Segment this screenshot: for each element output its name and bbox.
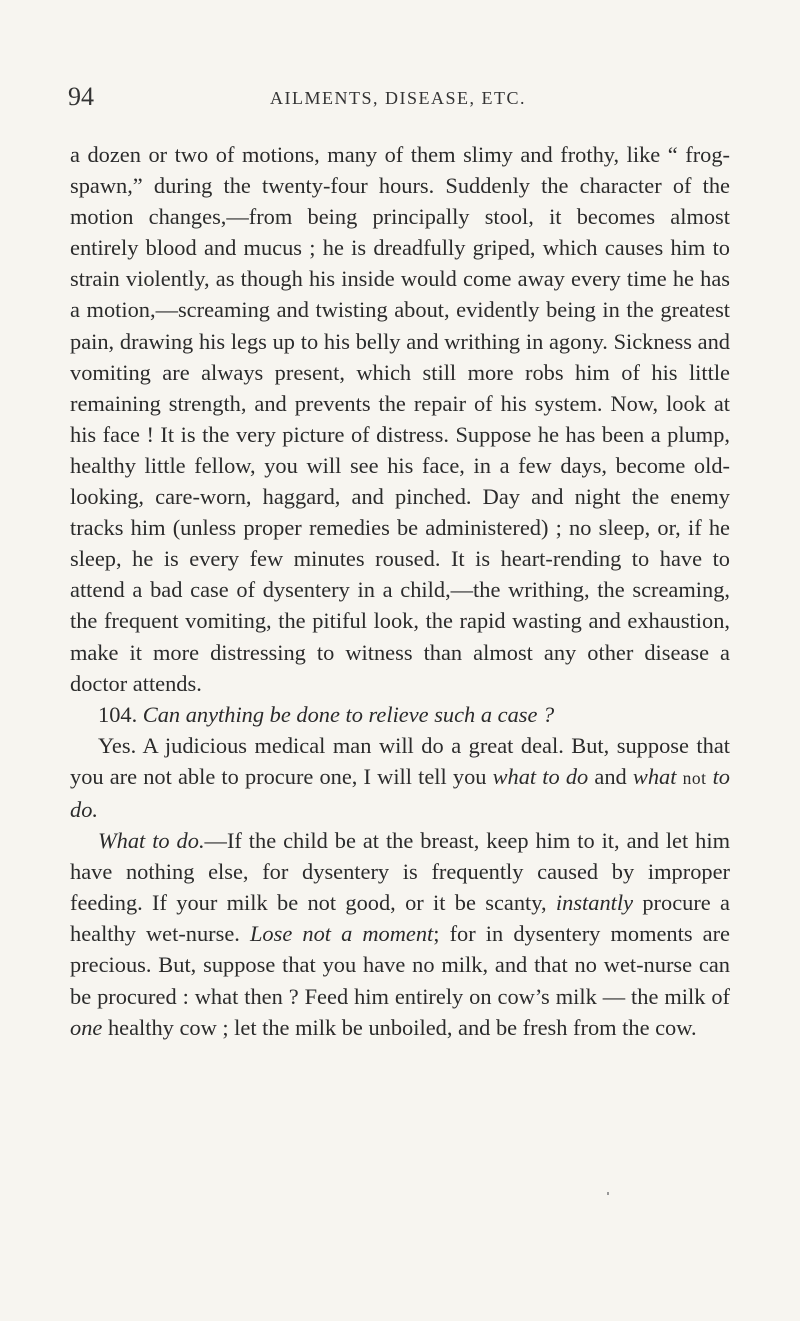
question-text: Can anything be done to relieve such a case ? <box>142 701 555 727</box>
what-to-do-paragraph <box>70 825 730 1043</box>
emphasis-to-do: to do. <box>70 763 730 822</box>
emphasis-lose-not-a-moment: Lose not a moment <box>249 921 434 947</box>
paragraph-dysentery-description: a dozen or two of motions, many of them slimy and frothy, like “ frog-spawn,” during the twenty-four hours. Suddenly the character of the motion changes,—from being principally stool, it becomes almost entirely blood and mucus ; he is dreadfully griped, which causes him to strain violently, as though his inside would come away every time he has a motion,—screaming and twisting about, evidently being in the greatest pain, drawing his legs up to his belly and writhing in agony. Sickness and vomiting are always present, which still more robs him of his little remaining strength, and prevents the repair of his system. Now, look at his face ! It is the very picture of distress. Suppose he has been a plump, healthy little fellow, you will see his face, in a few days, become old-looking, care-worn, haggard, and pinched. Day and night the enemy tracks him (unless proper remedies be administered) ; no sleep, or, if he sleep, he is every few minutes roused. It is heart-rending to have to attend a bad case of dysentery in a child,—the writhing, the screaming, the frequent vomiting, the pitiful look, the rapid wasting and exhaustion, make it more distressing to witness than almost any other disease a doctor attends. <box>70 142 730 696</box>
answer-text: Yes. A judicious medical man will do a great deal. But, suppose that you are not able to procure one, I will tell you <box>70 732 730 789</box>
emphasis-instantly: instantly <box>555 890 634 916</box>
emphasis-what-to-do: what to do <box>492 763 589 789</box>
page-header <box>68 82 728 112</box>
what-to-do-text-c: ; for in dysentery moments are precious. But, suppose that you have no milk, and that no wet-nurse can be procured : what then ? Feed him entirely on cow’s milk — the milk of <box>70 921 730 1009</box>
running-head: AILMENTS, DISEASE, ETC. <box>270 88 526 108</box>
question-number: 104. <box>98 701 138 727</box>
body-text <box>70 139 730 1043</box>
what-to-do-label: What to do. <box>98 828 205 854</box>
emphasis-one: one <box>70 1014 103 1040</box>
page-number: 94 <box>68 82 94 111</box>
answer-and: and <box>588 763 633 789</box>
what-to-do-text-d: healthy cow ; let the milk be unboiled, and be fresh from the cow. <box>102 1014 697 1040</box>
emphasis-not: not <box>682 767 707 788</box>
answer-paragraph <box>70 730 730 825</box>
emphasis-what: what <box>632 763 677 789</box>
question-104 <box>70 699 730 730</box>
what-to-do-text-a: —If the child be at the breast, keep him to it, and let him have nothing else, for dysentery is frequently caused by improper feeding. If your milk be not good, or it be scanty, <box>70 828 730 916</box>
speck-mark <box>607 1192 609 1195</box>
what-to-do-text-b: procure a healthy wet-nurse. <box>70 890 730 947</box>
